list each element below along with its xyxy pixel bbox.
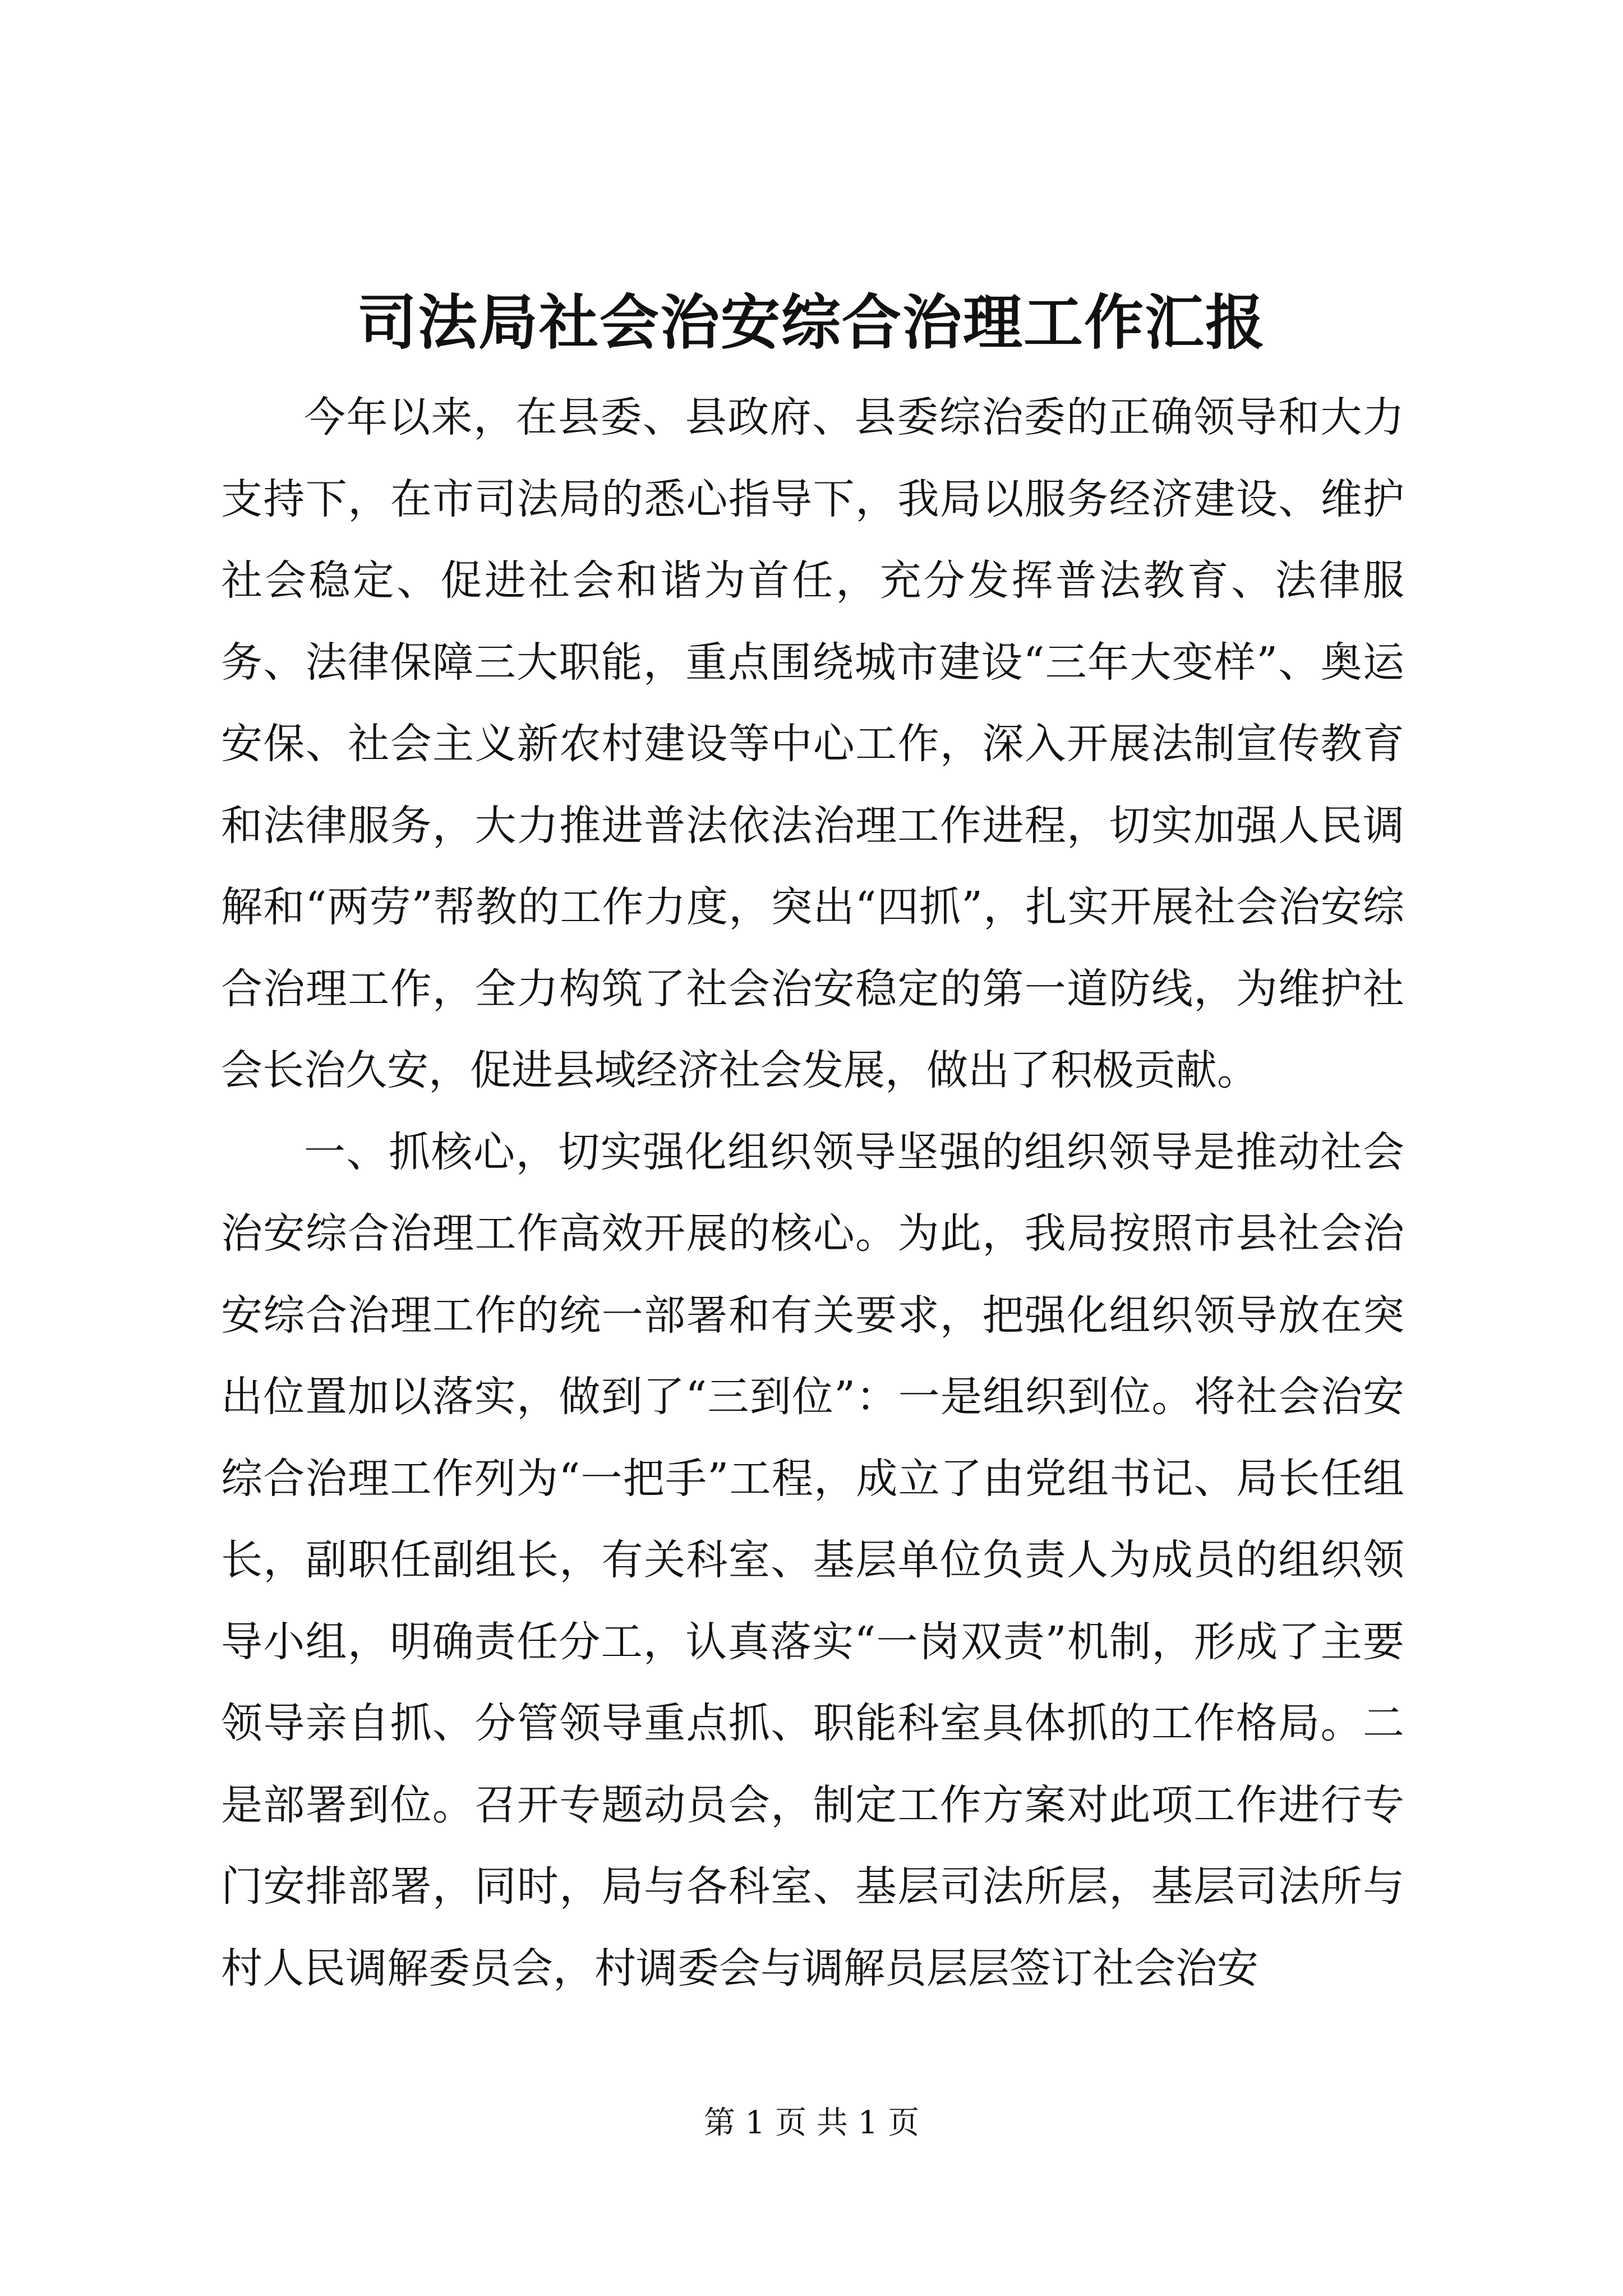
- paragraph-intro: 今年以来，在县委、县政府、县委综治委的正确领导和大力支持下，在市司法局的悉心指导下，我局以服务经济建设、维护社会稳定、促进社会和谐为首任，充分发挥普法教育、法律服务、法律保障三大职能，重点围绕城市建设“三年大变样”、奥运安保、社会主义新农村建设等中心工作，深入开展法制宣传教育和法律服务，大力推进普法依法治理工作进程，切实加强人民调解和“两劳”帮教的工作力度，突出“四抓”，扎实开展社会治安综合治理工作，全力构筑了社会治安稳定的第一道防线，为维护社会长治久安，促进县域经济社会发展，做出了积极贡献。: [221, 393, 1404, 1094]
- document-title: 司法局社会治安综合治理工作汇报: [357, 287, 1266, 357]
- page-footer: 第 1 页 共 1 页: [703, 2105, 920, 2141]
- paragraph-section-one: 一、抓核心，切实强化组织领导坚强的组织领导是推动社会治安综合治理工作高效开展的核心。为此，我局按照市县社会治安综合治理工作的统一部署和有关要求，把强化组织领导放在突出位置加以落实，做到了“三到位”：一是组织到位。将社会治安综合治理工作列为“一把手”工程，成立了由党组书记、局长任组长，副职任副组长，有关科室、基层单位负责人为成员的组织领导小组，明确责任分工，认真落实“一岗双责”机制，形成了主要领导亲自抓、分管领导重点抓、职能科室具体抓的工作格局。二是部署到位。召开专题动员会，制定工作方案对此项工作进行专门安排部署，同时，局与各科室、基层司法所层，基层司法所与村人民调解委员会，村调委会与调解员层层签订社会治安: [221, 1128, 1404, 1993]
- document-body: [221, 377, 1404, 2009]
